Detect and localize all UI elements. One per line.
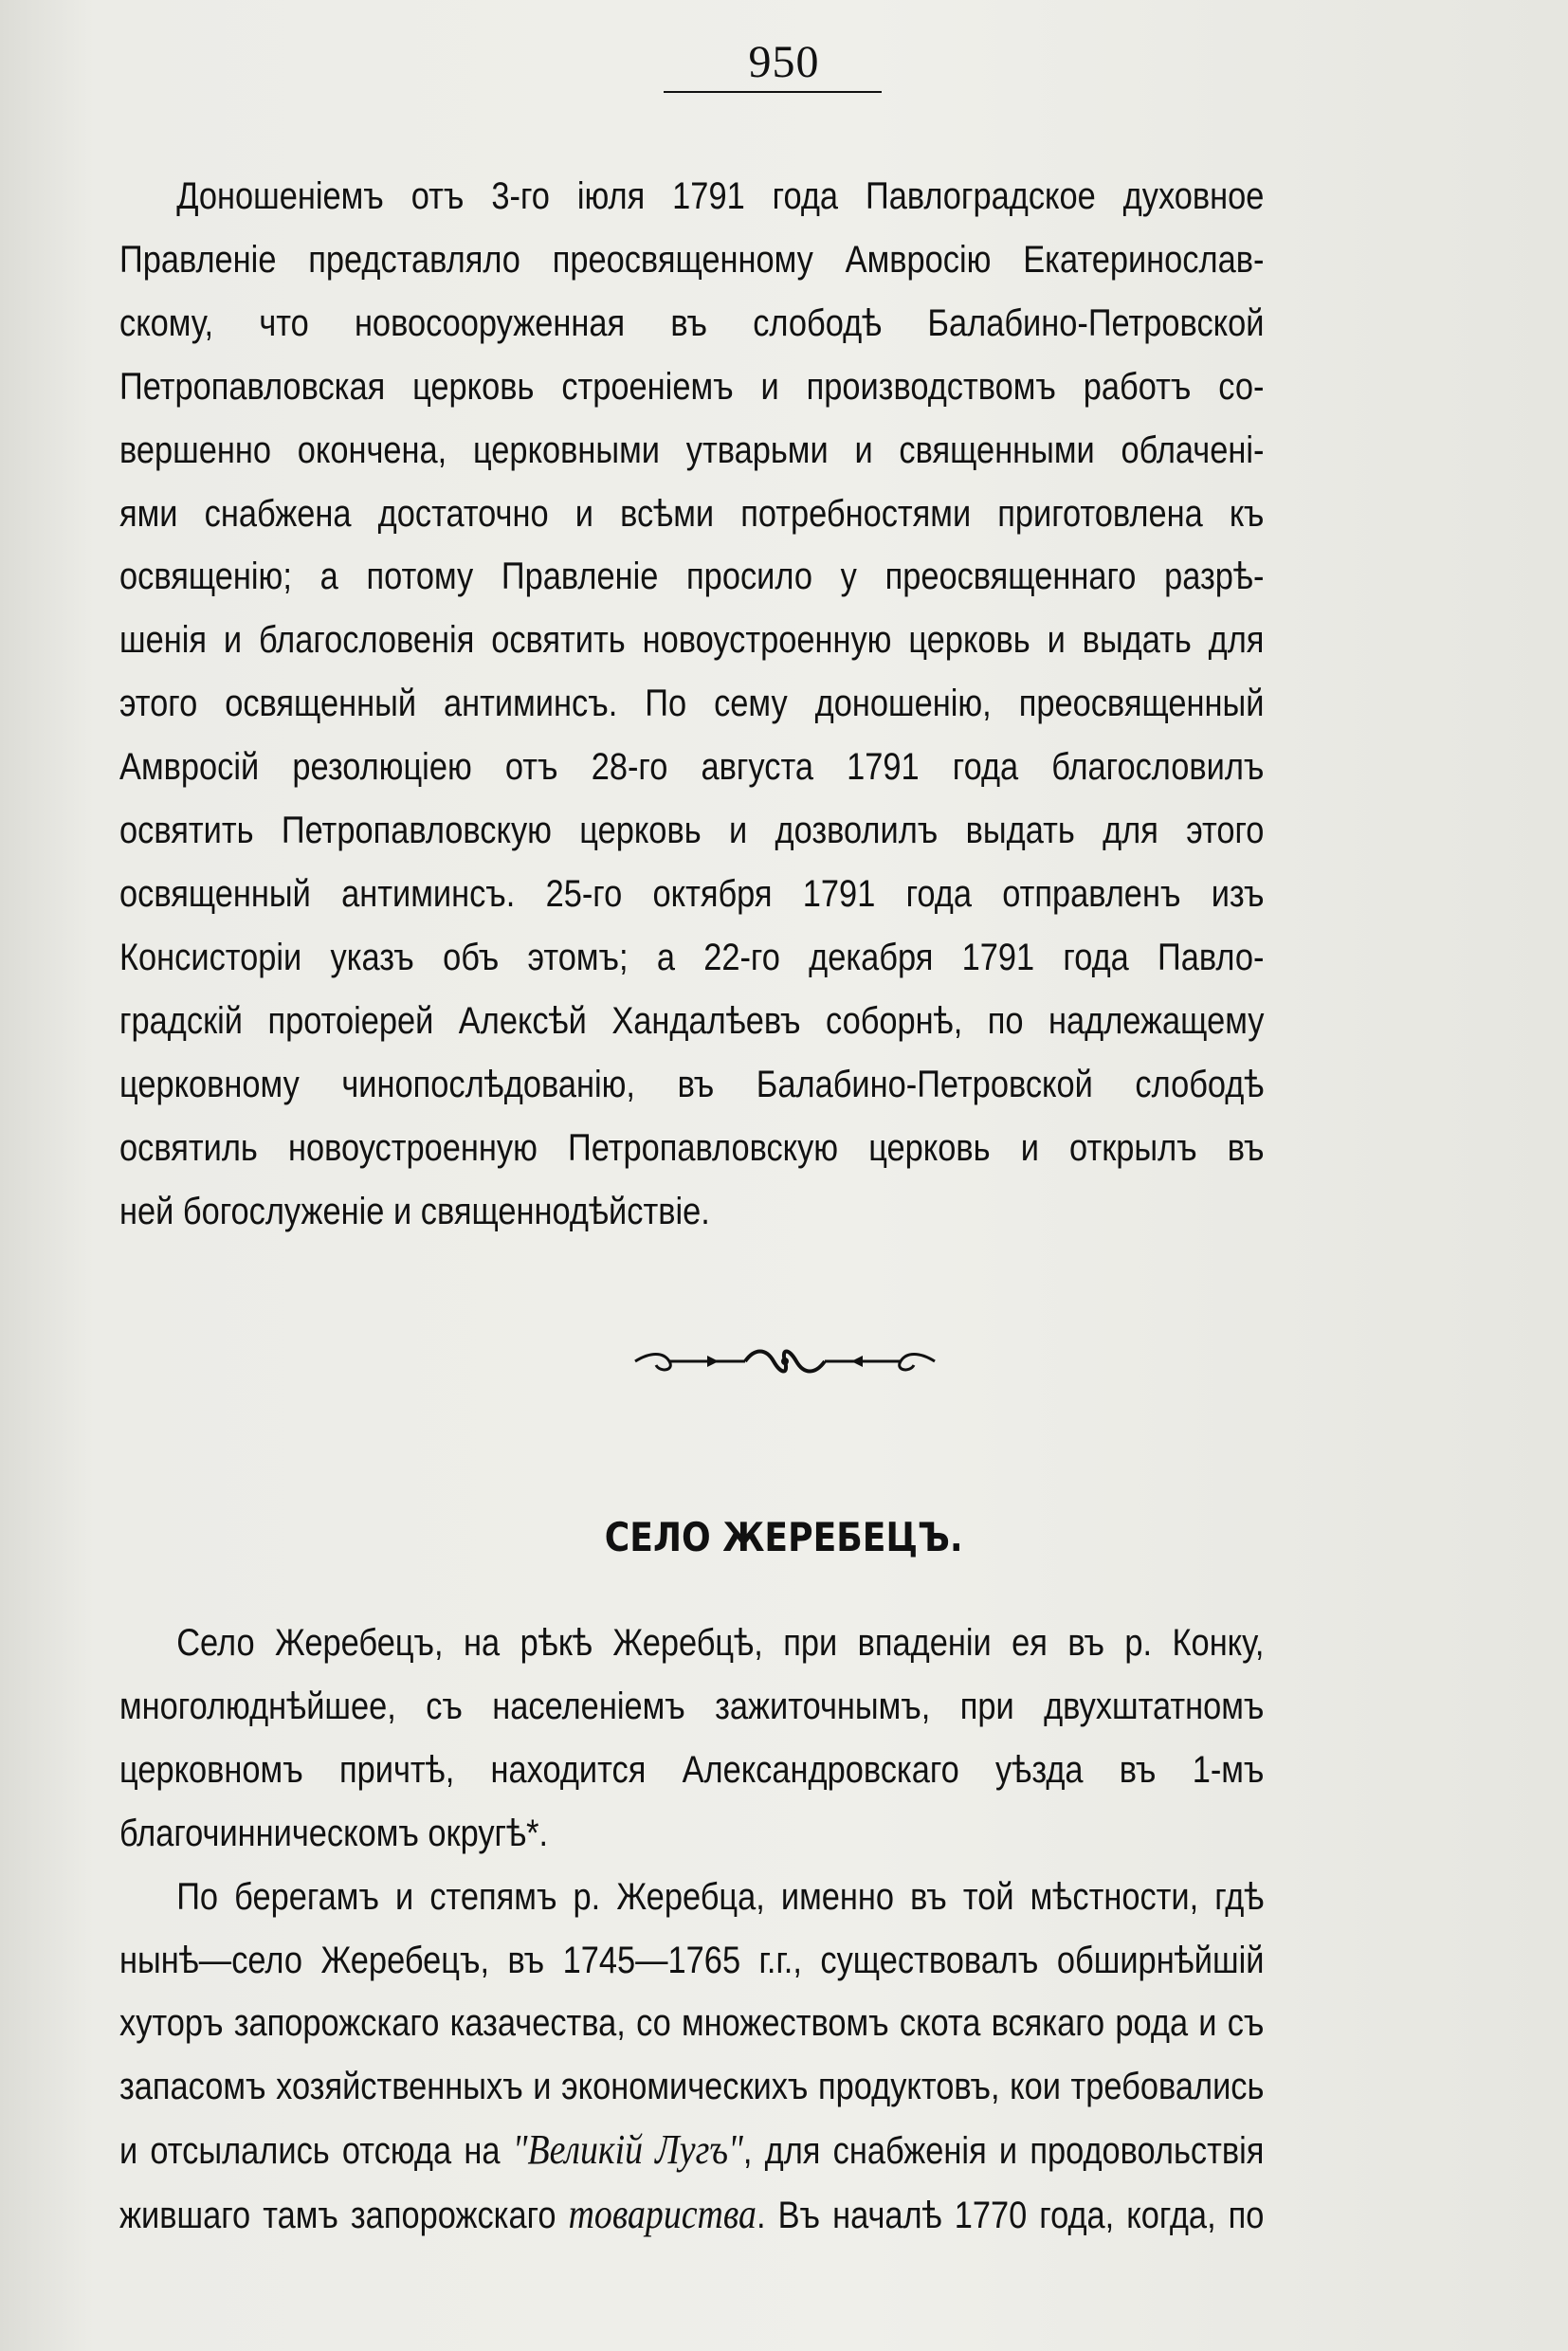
text-line: По берегамъ и степямъ р. Жеребца, именно въ той мѣстности, гдѣ <box>176 1875 1265 1918</box>
page-number: 950 <box>748 37 820 87</box>
text-line: Село Жеребецъ, на рѣкѣ Жеребцѣ, при впаденіи ея въ р. Конку, <box>176 1622 1265 1664</box>
italic-tovarystvo: товариства <box>568 2191 757 2238</box>
text-line: запасомъ хозяйственныхъ и экономическихъ продуктовъ, кои требовались <box>119 2066 1265 2108</box>
text-line: Правленіе представляло преосвященному Амвросію Екатеринослав- <box>119 238 1265 281</box>
text-line: благочинническомъ округѣ*. <box>119 1812 549 1854</box>
paragraph-1 <box>119 165 1264 1243</box>
text-line: ями снабжена достаточно и всѣми потребностями приготовлена къ <box>119 492 1265 535</box>
paragraph-3 <box>119 1866 1264 2248</box>
decorative-ornament-divider <box>631 1344 939 1378</box>
paragraph-3-line-5: и отсылались отсюда на "Великій Лугъ", для снабженія и продовольствія <box>119 2126 1265 2174</box>
paragraph-consecration <box>119 165 1264 1243</box>
text-line: шенія и благословенія освятить новоустроенную церковь и выдать для <box>119 619 1265 662</box>
text-line: Консисторіи указъ объ этомъ; а 22-го декабря 1791 года Павло- <box>119 936 1265 978</box>
italic-great-meadow: "Великій Лугъ" <box>512 2126 743 2174</box>
text-line: Амвросій резолюціею отъ 28-го августа 1791 года благословилъ <box>119 746 1265 789</box>
text-line: церковномъ причтѣ, находится Александровскаго уѣзда въ 1-мъ <box>119 1748 1265 1791</box>
text-line: освятиль новоустроенную Петропавловскую церковь и открылъ въ <box>119 1126 1265 1169</box>
text-line: градскій протоіерей Алексѣй Хандалѣевъ соборнѣ, по надлежащему <box>119 999 1265 1042</box>
text-line: Доношеніемъ отъ 3-го іюля 1791 года Павлоградское духовное <box>176 175 1265 217</box>
text-line: этого освященный антиминсъ. По сему доношенію, преосвященный <box>119 683 1265 725</box>
paragraph-2 <box>119 1612 1264 1866</box>
text-line: вершенно окончена, церковными утварьми и священными облачені- <box>119 428 1265 471</box>
text-line: Петропавловская церковь строеніемъ и производствомъ работъ со- <box>119 365 1265 408</box>
page-number-rule <box>664 91 882 93</box>
text-line: многолюднѣйшее, съ населеніемъ зажиточнымъ, при двухштатномъ <box>119 1685 1265 1727</box>
section-heading: СЕЛО ЖЕРЕБЕЦЪ. <box>605 1514 963 1560</box>
text-line: скому, что новосооруженная въ слободѣ Балабино-Петровской <box>119 301 1265 344</box>
text-line: ней богослуженіе и священнодѣйствіе. <box>119 1190 710 1232</box>
section-body <box>119 1612 1264 2248</box>
text-line: освященію; а потому Правленіе просило у преосвященнаго разрѣ- <box>119 556 1265 598</box>
text-line: хуторъ запорожскаго казачества, со множествомъ скота всякаго рода и съ <box>119 2002 1265 2045</box>
text-line: освятить Петропавловскую церковь и дозволилъ выдать для этого <box>119 810 1265 852</box>
text-line: церковному чинопослѣдованію, въ Балабино-Петровской слободѣ <box>119 1063 1265 1105</box>
paragraph-3-line-6: жившаго тамъ запорожскаго товариства. Въ началѣ 1770 года, когда, по <box>119 2191 1265 2238</box>
text-line: освященный антиминсъ. 25-го октября 1791 года отправленъ изъ <box>119 872 1265 915</box>
text-line: нынѣ—село Жеребецъ, въ 1745—1765 г.г., существовалъ обширнѣйшій <box>119 1939 1265 1981</box>
